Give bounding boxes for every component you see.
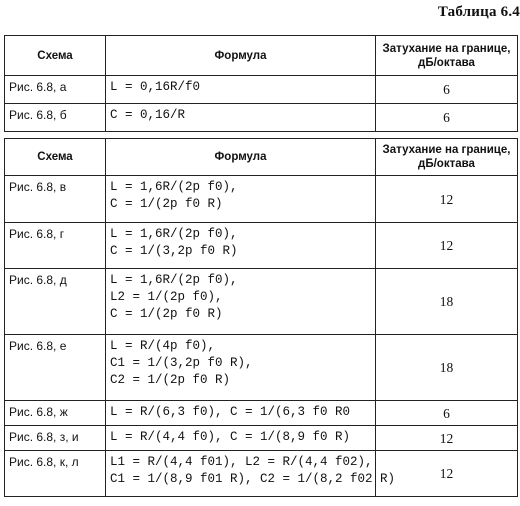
table-row [5, 269, 518, 335]
formula-line: L1 = R/(4,4 f01), L2 = R/(4,4 f02), [110, 455, 373, 469]
formula-cell [106, 76, 376, 104]
formula-cell [106, 335, 376, 401]
table-row [5, 401, 518, 426]
formula-cell [106, 451, 396, 497]
scheme-cell: Рис. 6.8, ж [5, 401, 106, 426]
formula-line: C = 0,16/R [110, 108, 186, 122]
filter-table-first-order [4, 35, 518, 132]
formula-line: C = 1/(3,2p f0 R) [110, 244, 238, 258]
formula-line: L = 1,6R/(2p f0), [110, 227, 238, 241]
formula-line: L2 = 1/(2p f0), [110, 290, 223, 304]
scheme-cell: Рис. 6.8, в [5, 176, 106, 223]
attenuation-cell: 6 [376, 401, 518, 426]
table-row [5, 76, 518, 104]
attenuation-cell: 12 [376, 223, 518, 269]
formula-line: C = 1/(2p f0 R) [110, 307, 223, 321]
scheme-cell: Рис. 6.8, д [5, 269, 106, 335]
table-row [5, 451, 518, 497]
table-row [5, 223, 518, 269]
attenuation-cell: 12 [376, 451, 518, 497]
formula-line: L = R/(4p f0), [110, 339, 216, 353]
header-formula: Формула [106, 139, 376, 176]
header-formula: Формула [106, 36, 376, 76]
header-scheme: Схема [5, 139, 106, 176]
attenuation-cell: 18 [376, 269, 518, 335]
attenuation-cell: 12 [376, 176, 518, 223]
attenuation-cell: 12 [376, 426, 518, 451]
scheme-cell: Рис. 6.8, к, л [5, 451, 106, 497]
formula-cell [106, 426, 376, 451]
header-attenuation: Затухание на границе, дБ/октава [376, 139, 518, 176]
formula-line: C1 = 1/(8,9 f01 R), C2 = 1/(8,2 f02 R) [110, 472, 396, 486]
formula-cell [106, 269, 376, 335]
table-row [5, 335, 518, 401]
formula-line: L = R/(6,3 f0), C = 1/(6,3 f0 R0 [110, 405, 351, 419]
formula-line: C2 = 1/(2p f0 R) [110, 373, 231, 387]
header-attenuation: Затухание на границе, дБ/октава [376, 36, 518, 76]
formula-cell [106, 176, 376, 223]
formula-line: C = 1/(2p f0 R) [110, 197, 223, 211]
formula-cell [106, 104, 376, 132]
scheme-cell: Рис. 6.8, з, и [5, 426, 106, 451]
formula-line: L = 1,6R/(2p f0), [110, 273, 238, 287]
table-caption: Таблица 6.4 [437, 4, 520, 20]
formula-line: L = 0,16R/f0 [110, 80, 201, 94]
filter-table-higher-order [4, 138, 518, 497]
scheme-cell: Рис. 6.8, е [5, 335, 106, 401]
attenuation-cell: 18 [376, 335, 518, 401]
scheme-cell: Рис. 6.8, г [5, 223, 106, 269]
scheme-cell: Рис. 6.8, а [5, 76, 106, 104]
attenuation-cell: 6 [376, 76, 518, 104]
formula-line: L = R/(4,4 f0), C = 1/(8,9 f0 R) [110, 430, 351, 444]
formula-line: C1 = 1/(3,2p f0 R), [110, 356, 253, 370]
header-scheme: Схема [5, 36, 106, 76]
formula-line: L = 1,6R/(2p f0), [110, 180, 238, 194]
scheme-cell: Рис. 6.8, б [5, 104, 106, 132]
table-row [5, 176, 518, 223]
attenuation-cell: 6 [376, 104, 518, 132]
table-row [5, 104, 518, 132]
formula-cell [106, 401, 376, 426]
table-row [5, 426, 518, 451]
formula-cell [106, 223, 376, 269]
